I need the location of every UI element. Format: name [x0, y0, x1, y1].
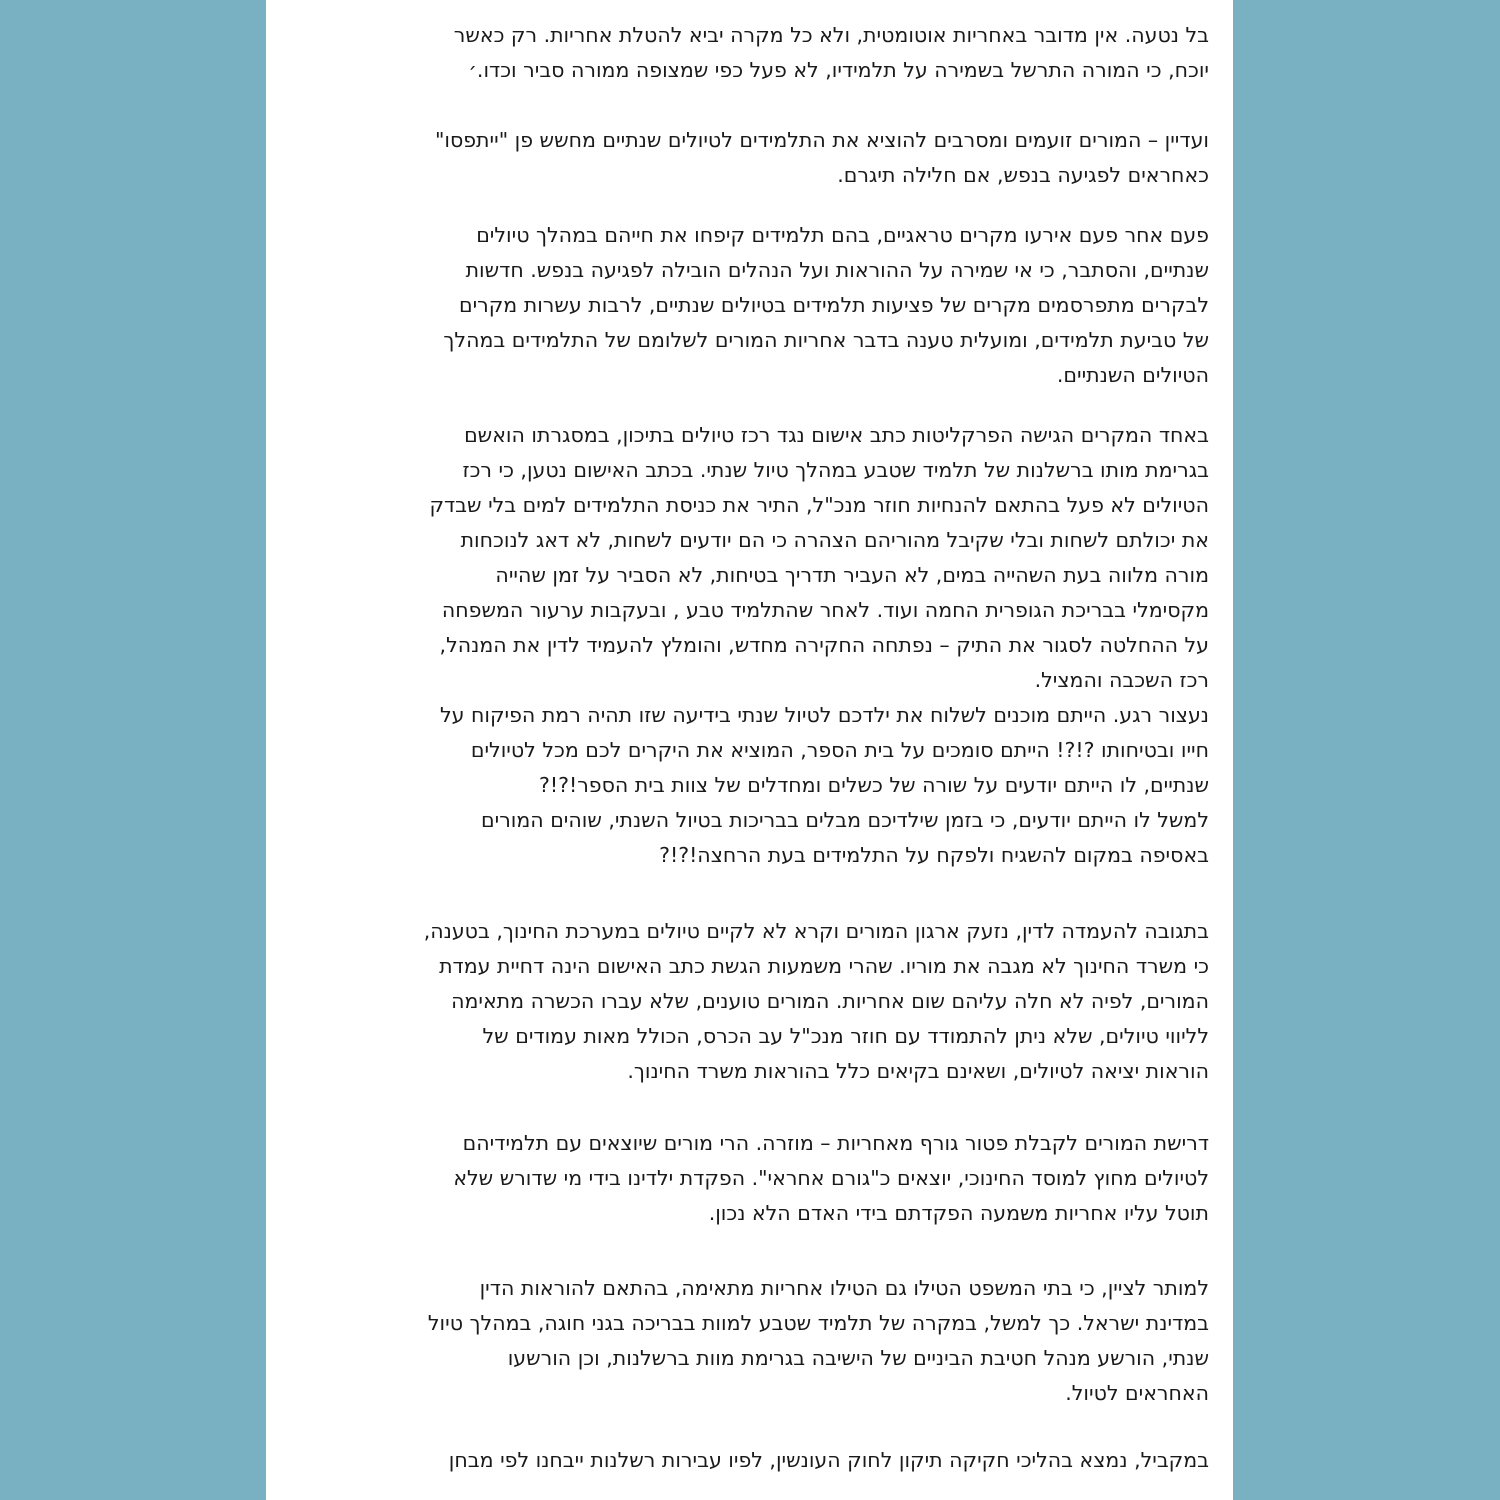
text-line: הוראות יציאה לטיולים, ושאינם בקיאים כלל בהוראות משרד החינוך. — [627, 1059, 1209, 1083]
paragraph — [279, 914, 1209, 1089]
text-line: דרישת המורים לקבלת פטור גורף מאחריות – מוזרה. הרי מורים שיוצאים עם תלמידיהם — [462, 1131, 1209, 1155]
paragraph — [279, 1443, 1209, 1478]
paragraph — [279, 18, 1209, 88]
text-line: תוטל עליו אחריות משמעה הפקדתם בידי האדם הלא נכון. — [708, 1201, 1209, 1225]
text-line: רכז השכבה והמציל. — [1034, 668, 1209, 692]
text-line: באחד המקרים הגישה הפרקליטות כתב אישום נגד רכז טיולים בתיכון, במסגרתו הואשם — [464, 423, 1209, 447]
text-line: במקביל, נמצא בהליכי חקיקה תיקון לחוק העונשין, לפיו עבירות רשלנות ייבחנו לפי מבחן — [448, 1448, 1209, 1472]
paragraph — [279, 1271, 1209, 1411]
text-line: מורה מלווה בעת השהייה במים, לא העביר תדריך בטיחות, לא הסביר על זמן שהייה — [495, 563, 1209, 587]
paragraph — [279, 123, 1209, 193]
text-line: ועדיין – המורים זועמים ומסרבים להוציא את התלמידים לטיולים שנתיים מחשש פן "ייתפסו" — [434, 128, 1209, 152]
text-line: הטיולים לא פעל בהתאם להנחיות חוזר מנכ"ל, התיר את כניסת התלמידים למים בלי שבדק — [429, 493, 1209, 517]
text-line: על ההחלטה לסגור את התיק – נפתחה החקירה מחדש, והומלץ להעמיד לדין את המנהל, — [439, 633, 1209, 657]
text-line: בל נטעה. אין מדובר באחריות אוטומטית, ולא כל מקרה יביא להטלת אחריות. רק כאשר — [453, 23, 1209, 47]
text-line: פעם אחר פעם אירעו מקרים טראגיים, בהם תלמידים קיפחו את חייהם במהלך טיולים — [476, 223, 1209, 247]
document-page — [266, 0, 1233, 1500]
text-line: שנתיים, לו הייתם יודעים על שורה של כשלים ומחדלים של צוות בית הספר!?!? — [539, 773, 1209, 797]
text-line: יוכח, כי המורה התרשל בשמירה על תלמידיו, לא פעל כפי שמצופה ממורה סביר וכדו.׳ — [468, 58, 1209, 82]
text-line: חייו ובטיחותו ?!?! הייתם סומכים על בית הספר, המוציא את היקרים לכם מכל לטיולים — [470, 738, 1209, 762]
text-line: כאחראים לפגיעה בנפש, אם חלילה תיגרם. — [837, 163, 1209, 187]
text-line: לליווי טיולים, שלא ניתן להתמודד עם חוזר מנכ"ל עב הכרס, הכולל מאות עמודים של — [482, 1024, 1209, 1048]
text-line: במדינת ישראל. כך למשל, במקרה של תלמיד שטבע למוות בבריכה בגני חוגה, במהלך טיול — [427, 1311, 1209, 1335]
text-line: של טביעת תלמידים, ומועלית טענה בדבר אחריות המורים לשלומם של התלמידים במהלך — [443, 328, 1209, 352]
text-line: בגרימת מותו ברשלנות של תלמיד שטבע במהלך טיול שנתי. בכתב האישום נטען, כי רכז — [462, 458, 1209, 482]
paragraph — [279, 418, 1209, 873]
paragraph — [279, 218, 1209, 393]
text-line: לבקרים מתפרסמים מקרים של פציעות תלמידים בטיולים שנתיים, לרבות עשרות מקרים — [458, 293, 1209, 317]
text-line: כי משרד החינוך לא מגבה את מוריו. שהרי משמעות הגשת כתב האישום הינה דחיית עמדת — [439, 954, 1209, 978]
text-line: למשל לו הייתם יודעים, כי בזמן שילדיכם מבלים בבריכות בטיול השנתי, שוהים המורים — [481, 808, 1209, 832]
text-line: הטיולים השנתיים. — [1056, 363, 1209, 387]
text-line: למותר לציין, כי בתי המשפט הטילו גם הטילו אחריות מתאימה, בהתאם להוראות הדין — [479, 1276, 1209, 1300]
text-line: באסיפה במקום להשגיח ולפקח על התלמידים בעת הרחצה!?!? — [659, 843, 1209, 867]
text-line: האחראים לטיול. — [1065, 1381, 1209, 1405]
text-line: לטיולים מחוץ למוסד החינוכי, יוצאים כ"גורם אחראי". הפקדת ילדינו בידי מי שדורש שלא — [453, 1166, 1209, 1190]
text-line: נעצור רגע. הייתם מוכנים לשלוח את ילדכם לטיול שנתי בידיעה שזו תהיה רמת הפיקוח על — [440, 703, 1209, 727]
text-line: מקסימלי בבריכת הגופרית החמה ועוד. לאחר שהתלמיד טבע , ובעקבות ערעור המשפחה — [441, 598, 1209, 622]
text-line: שנתיים, והסתבר, כי אי שמירה על ההוראות ועל הנהלים הובילה לפגיעה בנפש. חדשות — [465, 258, 1209, 282]
paragraph — [279, 1126, 1209, 1231]
text-line: את יכולתם לשחות ובלי שקיבל מהוריהם הצהרה כי הם יודעים לשחות, לא דאג לנוכחות — [460, 528, 1209, 552]
text-line: שנתי, הורשע מנהל חטיבת הביניים של הישיבה בגרימת מוות ברשלנות, וכן הורשעו — [507, 1346, 1209, 1370]
text-line: המורים, לפיה לא חלה עליהם שום אחריות. המורים טוענים, שלא עברו הכשרה מתאימה — [451, 989, 1209, 1013]
text-line: בתגובה להעמדה לדין, נזעק ארגון המורים וקרא לא לקיים טיולים במערכת החינוך, בטענה, — [423, 919, 1209, 943]
